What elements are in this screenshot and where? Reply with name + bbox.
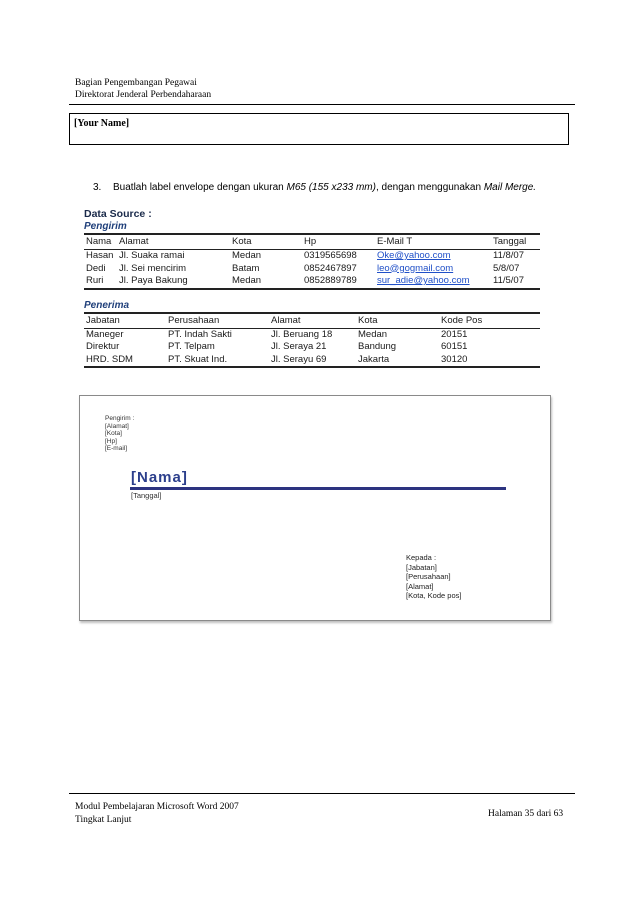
footer-page-number: Halaman 35 dari 63 (488, 809, 564, 819)
instruction-step (93, 181, 563, 195)
step-text (113, 181, 563, 195)
footer-divider (69, 793, 575, 794)
envelope-preview (79, 395, 551, 621)
step-number: 3. (93, 182, 102, 193)
penerima-col-header: Jabatan (84, 313, 166, 329)
email-link[interactable]: Oke@yahoo.com (377, 250, 451, 261)
pengirim-col-header: Alamat (117, 234, 230, 250)
penerima-col-header: Kode Pos (439, 313, 540, 329)
table-row (84, 263, 540, 276)
table-cell: 20151 (441, 328, 468, 340)
table-cell: Direktur (86, 341, 120, 352)
table-cell: 0852889789 (302, 275, 375, 289)
table-cell: PT. Skuat Ind. (166, 354, 269, 368)
table-cell: 0319565698 (304, 250, 357, 261)
penerima-title: Penerima (84, 299, 130, 311)
table-cell: Dedi (86, 262, 106, 274)
penerima-col-header: Alamat (269, 313, 356, 329)
pengirim-title: Pengirim (84, 221, 127, 232)
envelope-recipient-line: [Alamat] (406, 581, 434, 591)
table-cell: Jl. Sei mencirim (119, 262, 187, 274)
pengirim-col-header: Tanggal (491, 234, 540, 250)
table-row (84, 328, 540, 341)
table-cell: Medan (358, 328, 388, 340)
table-cell: HRD. SDM (84, 354, 166, 368)
header-divider (69, 104, 575, 105)
envelope-recipient-line: Kepada : (406, 553, 437, 562)
step-text-part2: , dengan menggunakan (375, 182, 484, 193)
envelope-recipient-line: [Perusahaan] (406, 572, 451, 581)
penerima-table (84, 312, 540, 369)
table-cell: Jl. Seraya 21 (271, 341, 327, 352)
table-cell: Bandung (358, 341, 397, 352)
penerima-col-header: Kota (356, 313, 439, 329)
data-source (84, 208, 540, 368)
envelope-sender-line: [Alamat] (105, 422, 129, 430)
table-row (84, 341, 540, 354)
envelope-name-rule (130, 487, 506, 490)
table-cell: PT. Indah Sakti (168, 328, 232, 340)
table-cell: Jl. Beruang 18 (271, 328, 333, 340)
table-cell: 30120 (439, 354, 540, 368)
footer-module (75, 801, 239, 827)
envelope-sender-line: Pengirim : (105, 415, 135, 422)
data-source-title: Data Source : (84, 208, 152, 220)
table-cell: 60151 (441, 341, 468, 352)
table-cell: Medan (230, 275, 302, 289)
email-link[interactable]: sur_adie@yahoo.com (375, 275, 491, 289)
table-cell: Medan (232, 250, 262, 261)
footer-module-level: Tingkat Lanjut (75, 815, 132, 825)
step-mail-merge: Mail Merge. (483, 182, 537, 193)
envelope-recipient-block (406, 553, 461, 601)
envelope-sender-line: [E-mail] (105, 445, 128, 452)
page-header (75, 77, 211, 101)
header-directorate: Direktorat Jenderal Perbendaharaan (75, 90, 212, 100)
table-cell: Hasan (86, 250, 114, 261)
step-size: M65 (155 x233 mm) (286, 182, 376, 193)
table-cell: 11/5/07 (491, 275, 540, 289)
pengirim-col-header: E-Mail T (375, 234, 491, 250)
table-cell: Ruri (84, 275, 117, 289)
envelope-sender-line: [Hp] (105, 437, 117, 445)
table-row (84, 275, 540, 289)
table-row (84, 354, 540, 368)
your-name-box[interactable]: [Your Name] (69, 113, 569, 145)
pengirim-col-header: Hp (302, 234, 375, 250)
table-cell: Batam (232, 262, 260, 274)
table-row (84, 250, 540, 263)
table-cell: Jl. Suaka ramai (119, 250, 185, 261)
envelope-recipient-line: [Jabatan] (406, 562, 437, 572)
pengirim-col-header: Kota (230, 234, 302, 250)
table-cell: Jakarta (356, 354, 439, 368)
envelope-sender-block (105, 415, 134, 453)
envelope-recipient-line: [Kota, Kode pos] (406, 591, 462, 600)
table-cell: 5/8/07 (493, 262, 520, 274)
table-cell: Jl. Paya Bakung (117, 275, 230, 289)
penerima-col-header: Perusahaan (166, 313, 269, 329)
pengirim-table (84, 233, 540, 290)
email-link[interactable]: leo@gogmail.com (377, 262, 454, 274)
envelope-sender-line: [Kota] (105, 430, 122, 437)
table-cell: 11/8/07 (493, 250, 524, 261)
envelope-name-field: [Nama] (131, 469, 188, 486)
table-cell: 0852467897 (304, 262, 357, 274)
table-cell: Maneger (86, 328, 124, 340)
envelope-date-field: [Tanggal] (131, 491, 162, 500)
step-text-part1: Buatlah label envelope dengan ukuran (113, 182, 287, 193)
table-cell: PT. Telpam (168, 341, 215, 352)
pengirim-col-header: Nama (84, 234, 117, 250)
footer-module-title: Modul Pembelajaran Microsoft Word 2007 (75, 802, 239, 812)
table-cell: Jl. Serayu 69 (269, 354, 356, 368)
header-department: Bagian Pengembangan Pegawai (75, 78, 197, 88)
